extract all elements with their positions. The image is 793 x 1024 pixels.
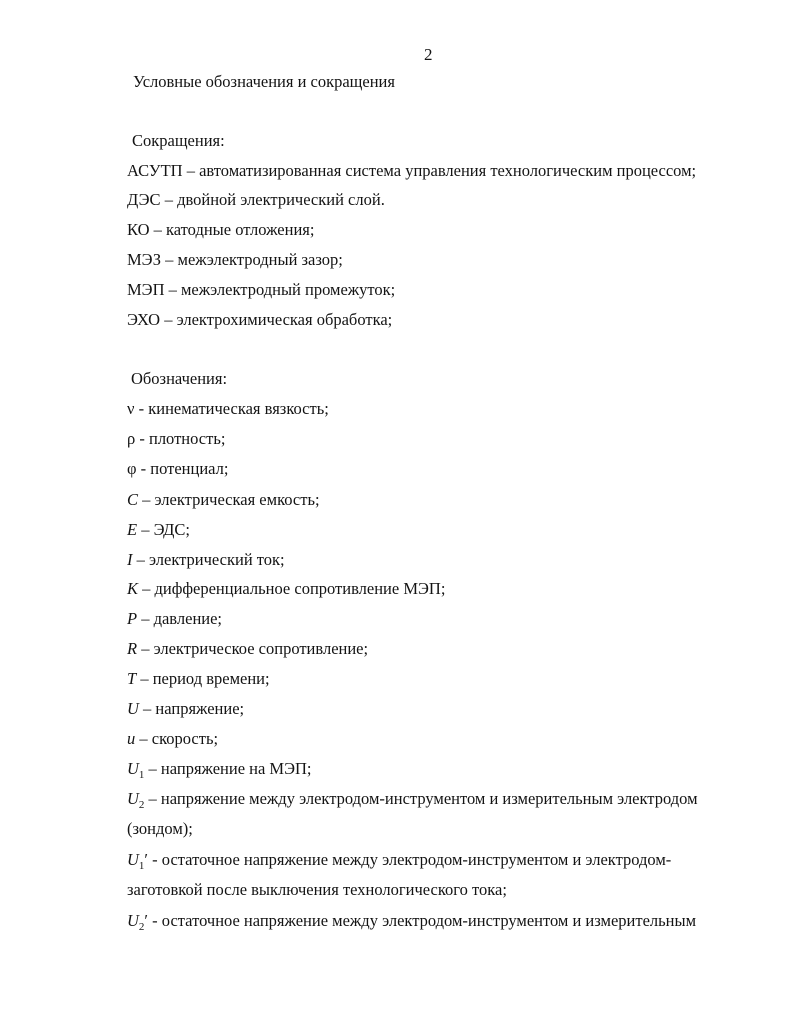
abbreviation-item: ДЭС – двойной электрический слой.: [127, 190, 385, 209]
abbreviation-term: МЭП: [127, 280, 165, 299]
symbol: ν: [127, 399, 135, 418]
symbol-definition: электрическое сопротивление;: [153, 639, 369, 658]
page-title: Условные обозначения и сокращения: [133, 72, 395, 91]
abbreviation-item: МЭП – межэлектродный промежуток;: [127, 280, 396, 299]
symbol-continuation: заготовкой после выключения технологического тока;: [127, 880, 507, 899]
abbreviation-item: АСУТП – автоматизированная система управления технологическим процессом;: [127, 161, 697, 180]
symbol: C: [127, 490, 139, 509]
symbol-definition: остаточное напряжение между электродом-инструментом и электродом-: [161, 850, 672, 869]
symbol: I: [127, 550, 133, 569]
abbreviation-term: ЭХО: [127, 310, 161, 329]
symbol-item: R – электрическое сопротивление;: [127, 639, 369, 658]
symbol-item: φ - потенциал;: [127, 459, 229, 478]
symbol-continuation: (зондом);: [127, 819, 193, 838]
symbol-definition: кинематическая вязкость;: [148, 399, 329, 418]
symbol-definition: скорость;: [151, 729, 219, 748]
abbreviation-term: МЭЗ: [127, 250, 162, 269]
symbol-definition: электрический ток;: [149, 550, 285, 569]
symbol-prime: ′: [144, 850, 149, 869]
abbreviation-item: МЭЗ – межэлектродный зазор;: [127, 250, 343, 269]
abbreviation-term: АСУТП: [127, 161, 183, 180]
symbol-definition: дифференциальное сопротивление МЭП;: [154, 579, 446, 598]
symbol: U: [127, 911, 139, 930]
symbol-definition: период времени;: [152, 669, 270, 688]
symbol-definition: напряжение;: [155, 699, 245, 718]
symbol: φ: [127, 459, 137, 478]
symbol-item: E – ЭДС;: [127, 520, 190, 539]
symbol-definition: давление;: [153, 609, 223, 628]
symbol-item: $U_2'$ - остаточное напряжение между электродом-инструментом и измерительным: [127, 911, 697, 933]
symbol-definition: плотность;: [148, 429, 226, 448]
symbol: u: [127, 729, 136, 748]
abbreviations-heading: Сокращения:: [132, 131, 225, 150]
symbol: E: [127, 520, 138, 539]
symbol-subscript: 1: [138, 769, 145, 781]
symbol-item: I – электрический ток;: [127, 550, 285, 569]
symbol: P: [127, 609, 138, 628]
abbreviation-term: ДЭС: [127, 190, 161, 209]
symbol: U: [127, 759, 139, 778]
symbol-definition: потенциал;: [150, 459, 229, 478]
symbol-item: $U_1'$ - остаточное напряжение между электродом-инструментом и электродом-: [127, 850, 672, 872]
symbol: U: [127, 699, 139, 718]
symbol-subscript: 1: [138, 860, 145, 872]
abbreviation-definition: катодные отложения;: [166, 220, 315, 239]
page-number: 2: [424, 45, 433, 64]
symbol-item: T – период времени;: [127, 669, 270, 688]
symbol-definition: ЭДС;: [153, 520, 190, 539]
abbreviation-definition: двойной электрический слой.: [177, 190, 385, 209]
symbol-subscript: 2: [138, 921, 145, 933]
abbreviation-definition: межэлектродный зазор;: [177, 250, 343, 269]
symbols-heading: Обозначения:: [131, 369, 228, 388]
symbol-subscript: 2: [138, 799, 145, 811]
symbol-item: ν - кинематическая вязкость;: [127, 399, 329, 418]
abbreviation-definition: электрохимическая обработка;: [176, 310, 393, 329]
abbreviation-item: ЭХО – электрохимическая обработка;: [127, 310, 393, 329]
symbol: ρ: [127, 429, 136, 448]
symbol-item: U – напряжение;: [127, 699, 245, 718]
symbol-definition: электрическая емкость;: [154, 490, 320, 509]
symbol-definition: напряжение на МЭП;: [160, 759, 312, 778]
symbol: U: [127, 850, 139, 869]
symbol-item: $U_1$ – напряжение на МЭП;: [127, 759, 312, 781]
symbol-item: P – давление;: [127, 609, 223, 628]
symbol-definition: напряжение между электродом-инструментом и измерительным электродом: [160, 789, 698, 808]
symbol: U: [127, 789, 139, 808]
abbreviation-term: КО: [127, 220, 150, 239]
symbol-item: C – электрическая емкость;: [127, 490, 320, 509]
symbol-definition: остаточное напряжение между электродом-инструментом и измерительным: [161, 911, 697, 930]
abbreviation-definition: межэлектродный промежуток;: [180, 280, 396, 299]
symbol-item: ρ - плотность;: [127, 429, 226, 448]
symbol: T: [127, 669, 137, 688]
abbreviation-definition: автоматизированная система управления технологическим процессом;: [199, 161, 697, 180]
symbol: R: [127, 639, 138, 658]
symbol-item: $U_2$ – напряжение между электродом-инструментом и измерительным электродом: [127, 789, 698, 811]
symbol-item: u – скорость;: [127, 729, 219, 748]
symbol-item: K – дифференциальное сопротивление МЭП;: [127, 579, 446, 598]
symbol: K: [127, 579, 139, 598]
abbreviation-item: КО – катодные отложения;: [127, 220, 315, 239]
symbol-prime: ′: [144, 911, 149, 930]
